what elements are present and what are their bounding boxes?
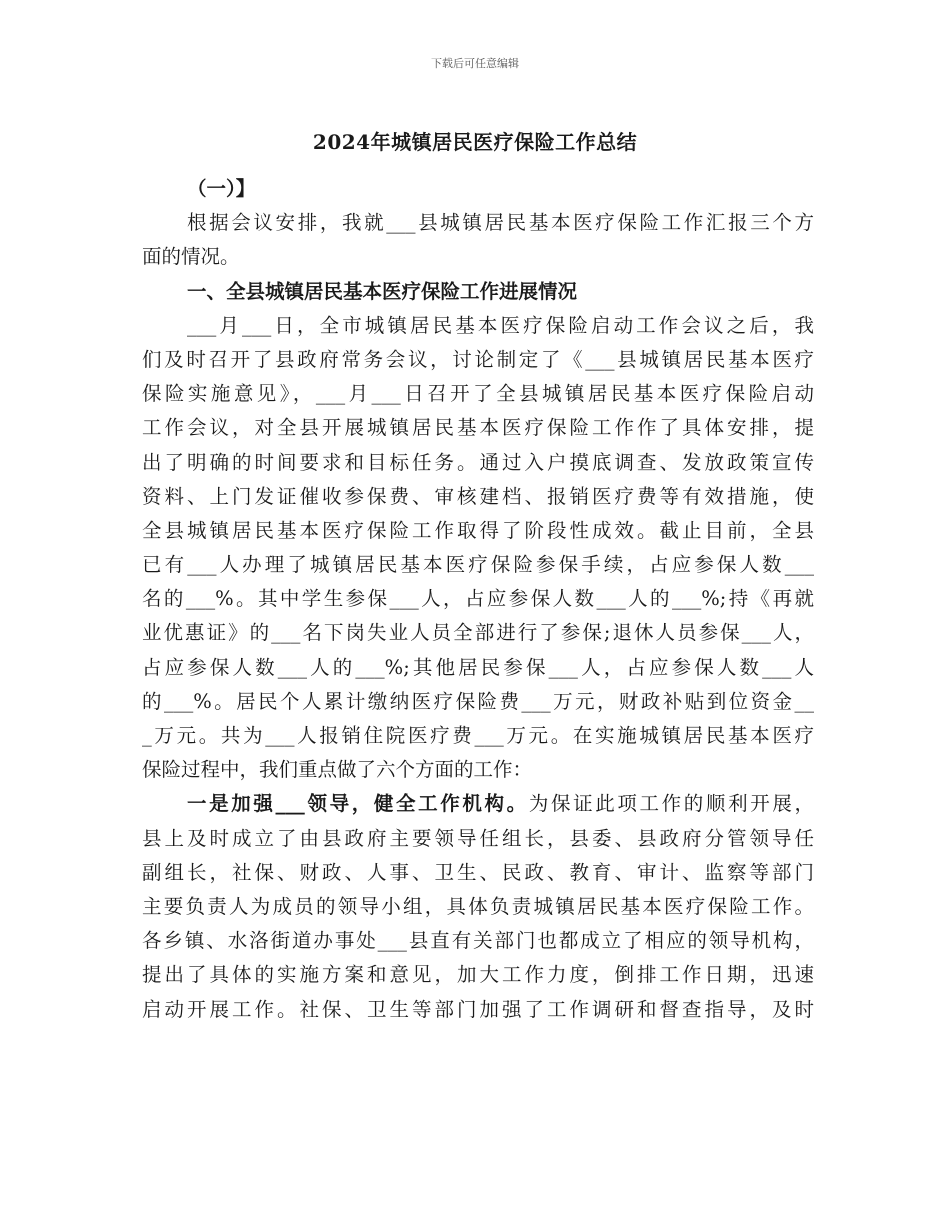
paragraph-line: 保险实施意见》，___月___日召开了全县城镇居民基本医疗保险启动	[142, 382, 814, 406]
paragraph-line: 面的情况。	[142, 245, 240, 269]
paragraph-line: 启动开展工作。社保、卫生等部门加强了工作调研和督查指导，及时	[142, 997, 814, 1021]
paragraph-line: ___月___日，全市城镇居民基本医疗保险启动工作会议之后，我	[187, 313, 814, 337]
paragraph-line: 的___%。居民个人累计缴纳医疗保险费___万元，财政补贴到位资金__	[142, 689, 814, 713]
paragraph-line: 县上及时成立了由县政府主要领导任组长，县委、县政府分管领导任	[142, 826, 814, 850]
paragraph-line: 全县城镇居民基本医疗保险工作取得了阶段性成效。截止目前，全县	[142, 518, 814, 542]
document-body	[142, 172, 814, 1027]
paragraph-line: 主要负责人为成员的领导小组，具体负责城镇居民基本医疗保险工作。	[142, 894, 814, 918]
paragraph-line: 一、全县城镇居民基本医疗保险工作进展情况	[187, 279, 578, 303]
line-text: 为保证此项工作的顺利开展，	[528, 792, 814, 816]
paragraph-line: 根据会议安排，我就___县城镇居民基本医疗保险工作汇报三个方	[187, 211, 814, 235]
paragraph-line: 们及时召开了县政府常务会议，讨论制定了《___县城镇居民基本医疗	[142, 347, 814, 371]
paragraph-line: 出了明确的时间要求和目标任务。通过入户摸底调查、发放政策宣传	[142, 450, 814, 474]
paragraph-line: （一）】	[187, 177, 256, 200]
paragraph-line: 提出了具体的实施方案和意见，加大工作力度，倒排工作日期，迅速	[142, 963, 814, 987]
bold-lead-phrase: 一是加强___领导，健全工作机构。	[187, 792, 529, 816]
paragraph-line: 各乡镇、水洛街道办事处___县直有关部门也都成立了相应的领导机构，	[142, 929, 814, 953]
paragraph-line: 资料、上门发证催收参保费、审核建档、报销医疗费等有效措施，使	[142, 484, 814, 508]
paragraph-line: _万元。共为___人报销住院医疗费___万元。在实施城镇居民基本医疗	[142, 724, 814, 747]
paragraph-line: 占应参保人数___人的___%;其他居民参保___人，占应参保人数___人	[142, 655, 814, 679]
paragraph-line	[142, 787, 814, 821]
page-header-note: 下载后可任意编辑	[431, 57, 519, 70]
paragraph-line: 名的___%。其中学生参保___人，占应参保人数___人的___%;持《再就	[142, 587, 814, 611]
document-title: 2024年城镇居民医疗保险工作总结	[312, 130, 638, 154]
paragraph-line: 保险过程中，我们重点做了六个方面的工作：	[142, 758, 533, 782]
paragraph-line: 业优惠证》的___名下岗失业人员全部进行了参保;退休人员参保___人，	[142, 621, 814, 645]
paragraph-line: 已有___人办理了城镇居民基本医疗保险参保手续，占应参保人数___	[142, 553, 814, 577]
paragraph-line: 副组长，社保、财政、人事、卫生、民政、教育、审计、监察等部门	[142, 860, 814, 884]
paragraph-line: 工作会议，对全县开展城镇居民基本医疗保险工作作了具体安排，提	[142, 416, 814, 440]
